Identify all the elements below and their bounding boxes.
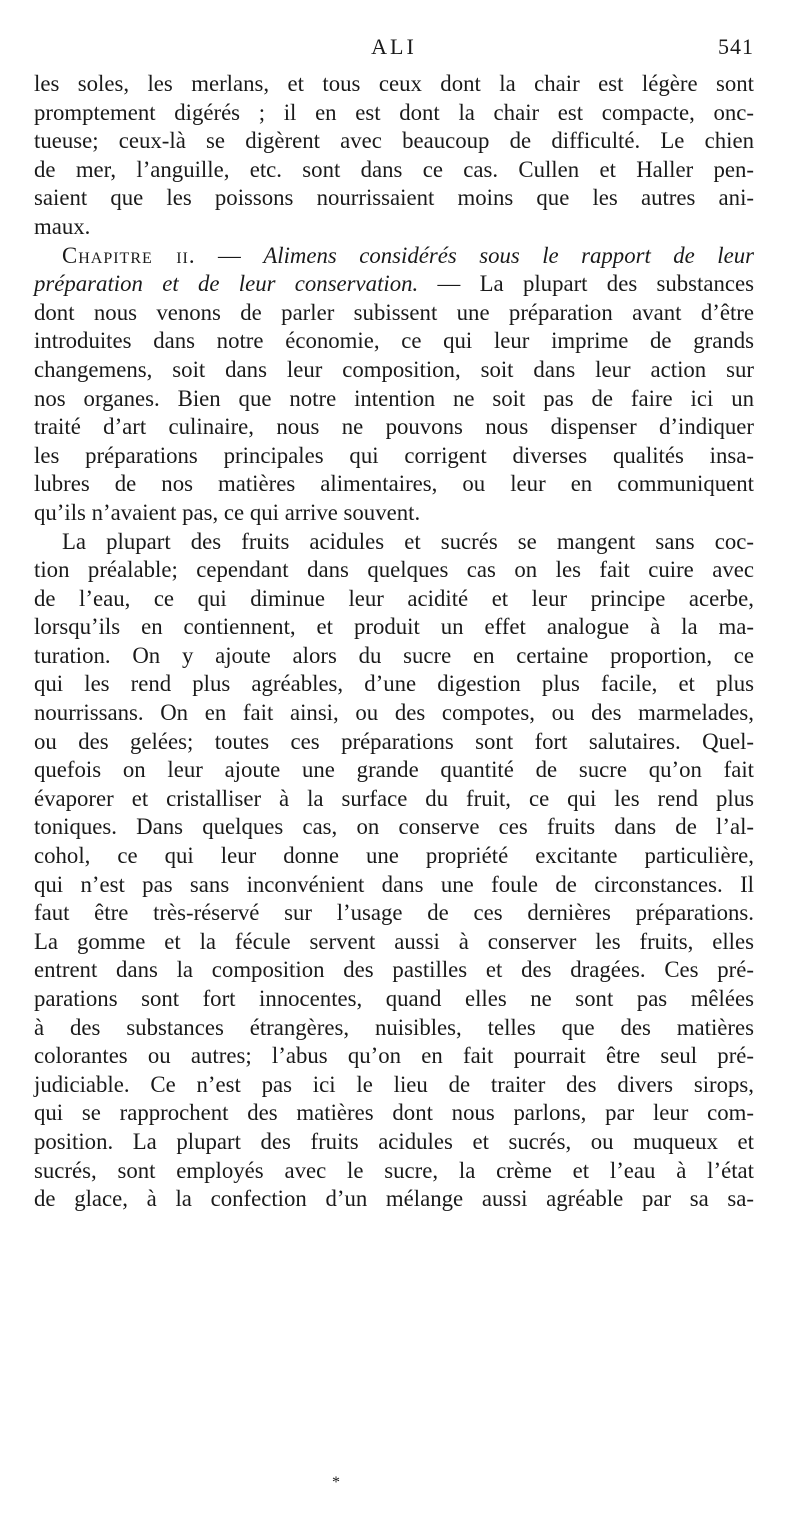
text-line: tion préalable; cependant dans quelques cas on les fait cuire avec [34,557,754,583]
text-line: dont nous venons de parler subissent une préparation avant d’être [34,299,754,325]
paragraph-3 [34,528,754,1214]
text-line: lorsqu’ils en contiennent, et produit un effet analogue à la ma- [34,614,754,640]
text-line: introduites dans notre économie, ce qui leur imprime de grands [34,328,754,354]
text-line: sucrés, sont employés avec le sucre, la crème et l’eau à l’état [34,1157,754,1183]
body-text [34,70,754,1214]
text-line: position. La plupart des fruits acidules et sucrés, ou muqueux et [34,1128,754,1154]
text-line: colorantes ou autres; l’abus qu’on en fait pourrait être seul pré- [34,1043,754,1069]
chapter-heading-line-2 [34,270,754,299]
text-line: turation. On y ajoute alors du sucre en certaine proportion, ce [34,642,754,668]
text-line: les soles, les merlans, et tous ceux dont la chair est légère sont [34,71,754,96]
text-line: à des substances étrangères, nuisibles, telles que des matières [34,1014,754,1040]
text-line: de mer, l’anguille, etc. sont dans ce cas. Cullen et Haller pen- [34,156,754,182]
printer-mark: * [332,1474,340,1491]
text-line: qui se rapprochent des matières dont nous parlons, par leur com- [34,1100,754,1126]
text-line: qu’ils n’avaient pas, ce qui arrive souvent. [34,499,421,525]
page-number: 541 [718,34,754,59]
text-line: promptement digérés ; il en est dont la chair est compacte, onc- [34,99,754,125]
text-line: changemens, soit dans leur composition, soit dans leur action sur [34,356,754,382]
text-line: ou des gelées; toutes ces préparations sont fort salutaires. Quel- [34,728,754,754]
chapter-title-part-1: Alimens considérés sous le rapport de leur [263,242,754,268]
chapter-label: Chapitre ii. [62,242,196,268]
running-head: ALI [371,34,417,59]
text-line: maux. [34,213,91,239]
text-line: nourrissans. On en fait ainsi, ou des compotes, ou des marmelades, [34,700,754,726]
text-line: entrent dans la composition des pastilles et des dragées. Ces pré- [34,957,754,983]
text-line: évaporer et cristalliser à la surface du fruit, ce qui les rend plus [34,785,754,811]
text-line: tueuse; ceux-là se digèrent avec beaucoup de difficulté. Le chien [34,128,754,154]
page-header [34,34,754,64]
paragraph-2 [34,242,754,528]
text-line: faut être très-réservé sur l’usage de ces dernières préparations. [34,900,754,926]
text-line: qui n’est pas sans inconvénient dans une foule de circonstances. Il [34,871,754,897]
text-line: lubres de nos matières alimentaires, ou leur en communiquent [34,471,754,497]
text-line: La plupart des fruits acidules et sucrés se mangent sans coc- [62,528,754,554]
dash: — [195,242,264,268]
text-line: saient que les poissons nourrissaient moins que les autres ani- [34,185,754,211]
text-line: de glace, à la confection d’un mélange aussi agréable par sa sa- [34,1186,754,1212]
text-line: cohol, ce qui leur donne une propriété excitante particulière, [34,843,754,869]
text-line: quefois on leur ajoute une grande quantité de sucre qu’on fait [34,757,754,783]
text-line: traité d’art culinaire, nous ne pouvons nous dispenser d’indiquer [34,414,754,440]
text-after-title: — La plupart des substances [418,271,754,297]
text-line: La gomme et la fécule servent aussi à conserver les fruits, elles [34,928,754,954]
paragraph-1 [34,70,754,242]
chapter-heading-line [34,242,754,271]
text-line: les préparations principales qui corrigent diverses qualités insa- [34,442,754,468]
text-line: judiciable. Ce n’est pas ici le lieu de traiter des divers sirops, [34,1071,754,1097]
chapter-title-part-2: préparation et de leur conservation. [34,271,419,297]
text-line: toniques. Dans quelques cas, on conserve ces fruits dans de l’al- [34,814,754,840]
text-line: de l’eau, ce qui diminue leur acidité et leur principe acerbe, [34,585,754,611]
text-line: parations sont fort innocentes, quand elles ne sont pas mêlées [34,986,754,1011]
text-line: nos organes. Bien que notre intention ne soit pas de faire ici un [34,385,754,411]
text-line: qui les rend plus agréables, d’une digestion plus facile, et plus [34,671,754,697]
